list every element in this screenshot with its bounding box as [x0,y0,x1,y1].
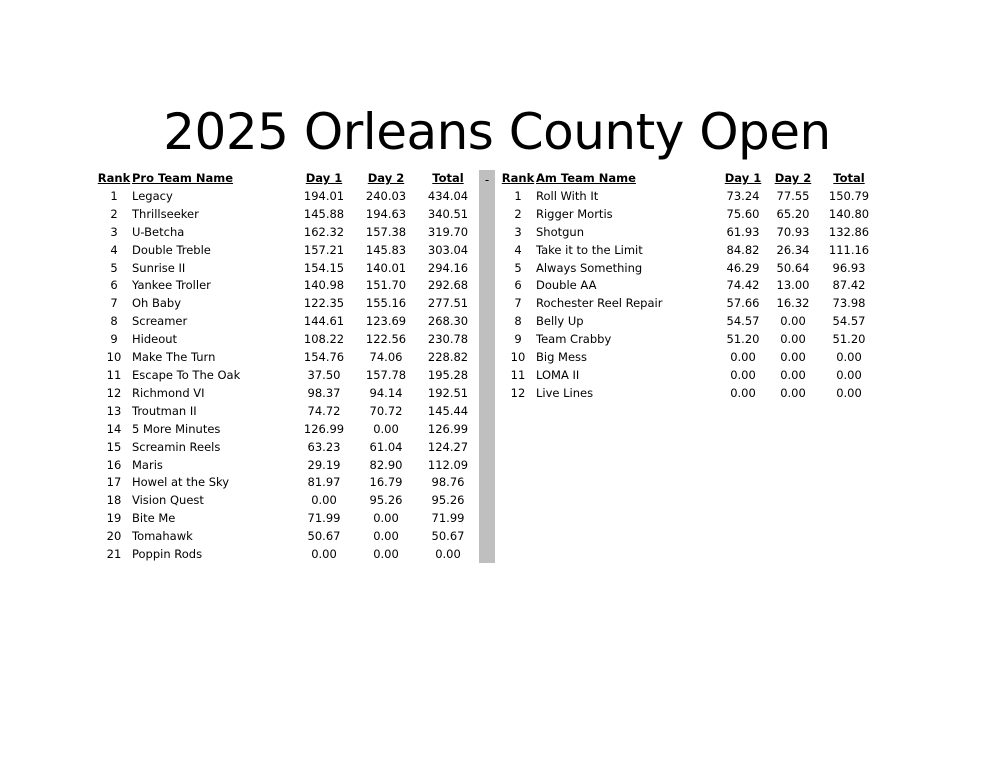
pro-day1-cell: 108.22 [303,332,345,347]
pro-table-row [96,367,480,385]
pro-team-name-cell: Richmond VI [132,385,205,400]
pro-day2-cell: 94.14 [369,385,403,400]
am-total-cell: 51.20 [832,332,866,347]
pro-header-row [96,170,480,188]
pro-team-name-cell: Hideout [132,332,178,347]
pro-total-cell: 95.26 [431,493,465,508]
pro-table-row [96,242,480,260]
am-day2-cell: 26.34 [776,242,810,257]
pro-table-row [96,260,480,278]
pro-team-name-cell: Bite Me [132,511,176,526]
pro-team-name-cell: Double Treble [132,242,211,257]
am-day1-cell: 57.66 [726,296,760,311]
pro-team-name-cell: Oh Baby [132,296,182,311]
pro-table-row [96,206,480,224]
am-table-row [500,367,882,385]
am-day2-cell: 0.00 [780,367,806,382]
pro-table-row [96,188,480,206]
am-results-table [500,170,882,403]
pro-total-cell: 192.51 [427,385,469,400]
am-rank-cell: 3 [514,224,522,239]
am-table-row [500,242,882,260]
pro-total-cell: 230.78 [427,332,469,347]
pro-day1-cell: 50.67 [307,529,341,544]
pro-day1-cell: 162.32 [303,224,345,239]
pro-day1-cell: 140.98 [303,278,345,293]
pro-rank-cell: 7 [110,296,118,311]
pro-day1-cell: 194.01 [303,188,345,203]
pro-table-row [96,224,480,242]
pro-day2-cell: 0.00 [373,421,399,436]
pro-team-name-cell: Screamin Reels [132,439,221,454]
pro-table-row [96,439,480,457]
am-rank-cell: 12 [510,385,526,400]
am-rank-cell: 9 [514,332,522,347]
pro-rank-cell: 3 [110,224,118,239]
am-day1-cell: 61.93 [726,224,760,239]
pro-day1-cell: 144.61 [303,314,345,329]
am-day1-cell: 84.82 [726,242,760,257]
pro-rank-cell: 6 [110,278,118,293]
pro-day2-cell: 157.78 [365,367,407,382]
am-total-cell: 73.98 [832,296,866,311]
pro-team-name-cell: 5 More Minutes [132,421,221,436]
am-team-name-cell: Rochester Reel Repair [536,296,663,311]
pro-day2-cell: 145.83 [365,242,407,257]
pro-day2-cell: 0.00 [373,529,399,544]
pro-total-cell: 0.00 [435,547,461,562]
pro-results-body [96,188,480,564]
pro-total-cell: 319.70 [427,224,469,239]
pro-total-cell: 292.68 [427,278,469,293]
pro-day2-cell: 82.90 [369,457,403,472]
pro-day1-cell: 145.88 [303,206,345,221]
am-rank-cell: 2 [514,206,522,221]
pro-total-cell: 145.44 [427,403,469,418]
am-team-name-cell: Belly Up [536,314,584,329]
pro-day1-header: Day 1 [305,171,343,185]
am-total-cell: 132.86 [828,224,870,239]
pro-team-name-cell: Troutman II [132,403,197,418]
pro-table-row [96,474,480,492]
pro-day2-cell: 0.00 [373,547,399,562]
pro-table-row [96,457,480,475]
pro-day2-cell: 0.00 [373,511,399,526]
pro-total-cell: 71.99 [431,511,465,526]
pro-table-row [96,546,480,564]
pro-day2-cell: 151.70 [365,278,407,293]
pro-day1-cell: 126.99 [303,421,345,436]
am-day2-cell: 77.55 [776,188,810,203]
am-total-cell: 87.42 [832,278,866,293]
pro-day1-cell: 63.23 [307,439,341,454]
am-team-name-cell: Take it to the Limit [536,242,643,257]
am-day2-cell: 50.64 [776,260,810,275]
am-total-cell: 0.00 [836,350,862,365]
pro-day2-cell: 155.16 [365,296,407,311]
pro-team-name-cell: Vision Quest [132,493,204,508]
pro-total-cell: 195.28 [427,367,469,382]
am-results-body [500,188,882,403]
am-team-name-cell: Roll With It [536,188,599,203]
pro-table-row [96,277,480,295]
am-rank-cell: 10 [510,350,526,365]
pro-rank-cell: 11 [106,367,122,382]
am-day1-cell: 0.00 [730,367,756,382]
pro-team-name-cell: Howel at the Sky [132,475,230,490]
pro-rank-cell: 18 [106,493,122,508]
am-team-name-cell: Big Mess [536,350,588,365]
am-day1-cell: 54.57 [726,314,760,329]
am-rank-cell: 5 [514,260,522,275]
am-day1-cell: 46.29 [726,260,760,275]
am-table-row [500,331,882,349]
pro-day1-cell: 74.72 [307,403,341,418]
pro-total-cell: 434.04 [427,188,469,203]
pro-team-name-cell: Escape To The Oak [132,367,241,382]
pro-total-cell: 294.16 [427,260,469,275]
am-team-name-cell: Live Lines [536,385,594,400]
pro-day2-cell: 122.56 [365,332,407,347]
am-rank-cell: 6 [514,278,522,293]
pro-team-name-cell: Sunrise II [132,260,186,275]
pro-total-header: Total [432,171,464,185]
pro-rank-cell: 20 [106,529,122,544]
pro-day1-cell: 122.35 [303,296,345,311]
pro-rank-cell: 8 [110,314,118,329]
pro-day1-cell: 0.00 [311,493,337,508]
pro-rank-cell: 12 [106,385,122,400]
pro-table-row [96,385,480,403]
am-team-name-cell: Rigger Mortis [536,206,613,221]
am-header-row [500,170,882,188]
pro-team-name-cell: Yankee Troller [132,278,211,293]
pro-day2-header: Day 2 [367,171,405,185]
am-day1-cell: 73.24 [726,188,760,203]
am-rank-cell: 7 [514,296,522,311]
pro-team-name-cell: U-Betcha [132,224,185,239]
pro-total-cell: 277.51 [427,296,469,311]
pro-team-name-cell: Tomahawk [132,529,193,544]
am-day1-header: Day 1 [724,171,762,185]
am-day2-cell: 0.00 [780,385,806,400]
pro-table-row [96,510,480,528]
pro-rank-cell: 4 [110,242,118,257]
am-team-name-header: Am Team Name [536,171,636,185]
pro-total-cell: 303.04 [427,242,469,257]
pro-total-cell: 98.76 [431,475,465,490]
am-rank-cell: 11 [510,367,526,382]
pro-day1-cell: 37.50 [307,367,341,382]
am-table-row [500,277,882,295]
am-table-row [500,349,882,367]
am-day1-cell: 51.20 [726,332,760,347]
pro-table-row [96,528,480,546]
pro-day2-cell: 140.01 [365,260,407,275]
column-divider [479,170,495,563]
pro-day2-cell: 157.38 [365,224,407,239]
am-total-cell: 0.00 [836,367,862,382]
pro-table-row [96,492,480,510]
pro-day2-cell: 16.79 [369,475,403,490]
am-rank-cell: 8 [514,314,522,329]
am-team-name-cell: LOMA II [536,367,580,382]
am-total-cell: 96.93 [832,260,866,275]
pro-table-row [96,349,480,367]
pro-day1-cell: 29.19 [307,457,341,472]
pro-rank-cell: 14 [106,421,122,436]
pro-rank-cell: 13 [106,403,122,418]
pro-rank-cell: 1 [110,188,118,203]
pro-day1-cell: 154.76 [303,350,345,365]
pro-day2-cell: 74.06 [369,350,403,365]
pro-day1-cell: 71.99 [307,511,341,526]
am-total-cell: 0.00 [836,385,862,400]
pro-day2-cell: 70.72 [369,403,403,418]
pro-team-name-cell: Legacy [132,188,173,203]
am-total-cell: 150.79 [828,188,870,203]
pro-total-cell: 126.99 [427,421,469,436]
am-team-name-cell: Always Something [536,260,643,275]
am-table-row [500,224,882,242]
pro-total-cell: 268.30 [427,314,469,329]
am-table-row [500,188,882,206]
page-title: 2025 Orleans County Open [163,103,831,161]
pro-day1-cell: 98.37 [307,385,341,400]
pro-team-name-cell: Make The Turn [132,350,216,365]
pro-table-row [96,403,480,421]
pro-rank-cell: 19 [106,511,122,526]
pro-rank-cell: 10 [106,350,122,365]
am-day2-cell: 16.32 [776,296,810,311]
am-rank-cell: 1 [514,188,522,203]
am-day2-cell: 0.00 [780,314,806,329]
pro-results-table [96,170,480,564]
am-rank-header: Rank [501,171,535,185]
am-total-cell: 54.57 [832,314,866,329]
am-total-cell: 111.16 [828,242,870,257]
pro-rank-header: Rank [97,171,131,185]
pro-rank-cell: 21 [106,547,122,562]
am-total-header: Total [833,171,865,185]
pro-day1-cell: 154.15 [303,260,345,275]
pro-rank-cell: 5 [110,260,118,275]
am-team-name-cell: Double AA [536,278,597,293]
pro-table-row [96,295,480,313]
pro-team-name-header: Pro Team Name [132,171,234,185]
am-day2-cell: 13.00 [776,278,810,293]
pro-day1-cell: 0.00 [311,547,337,562]
am-day2-header: Day 2 [774,171,812,185]
pro-team-name-cell: Screamer [132,314,188,329]
pro-total-cell: 50.67 [431,529,465,544]
pro-table-row [96,421,480,439]
am-table-row [500,260,882,278]
pro-total-cell: 112.09 [427,457,469,472]
pro-day2-cell: 95.26 [369,493,403,508]
am-day2-cell: 70.93 [776,224,810,239]
pro-day1-cell: 81.97 [307,475,341,490]
am-team-name-cell: Team Crabby [536,332,612,347]
am-day1-cell: 74.42 [726,278,760,293]
pro-table-row [96,331,480,349]
am-table-row [500,313,882,331]
pro-rank-cell: 9 [110,332,118,347]
am-day1-cell: 75.60 [726,206,760,221]
pro-rank-cell: 16 [106,457,122,472]
pro-day1-cell: 157.21 [303,242,345,257]
am-team-name-cell: Shotgun [536,224,585,239]
am-total-cell: 140.80 [828,206,870,221]
am-rank-cell: 4 [514,242,522,257]
pro-team-name-cell: Thrillseeker [132,206,199,221]
pro-total-cell: 340.51 [427,206,469,221]
pro-rank-cell: 17 [106,475,122,490]
pro-day2-cell: 123.69 [365,314,407,329]
pro-total-cell: 228.82 [427,350,469,365]
am-day2-cell: 0.00 [780,350,806,365]
pro-table-row [96,313,480,331]
pro-team-name-cell: Poppin Rods [132,547,203,562]
am-day1-cell: 0.00 [730,385,756,400]
pro-day2-cell: 194.63 [365,206,407,221]
pro-total-cell: 124.27 [427,439,469,454]
am-day1-cell: 0.00 [730,350,756,365]
pro-rank-cell: 15 [106,439,122,454]
pro-day2-cell: 240.03 [365,188,407,203]
pro-team-name-cell: Maris [132,457,163,472]
pro-day2-cell: 61.04 [369,439,403,454]
am-table-row [500,295,882,313]
am-day2-cell: 65.20 [776,206,810,221]
am-table-row [500,206,882,224]
divider-dash: - [484,173,490,187]
am-table-row [500,385,882,403]
pro-rank-cell: 2 [110,206,118,221]
am-day2-cell: 0.00 [780,332,806,347]
